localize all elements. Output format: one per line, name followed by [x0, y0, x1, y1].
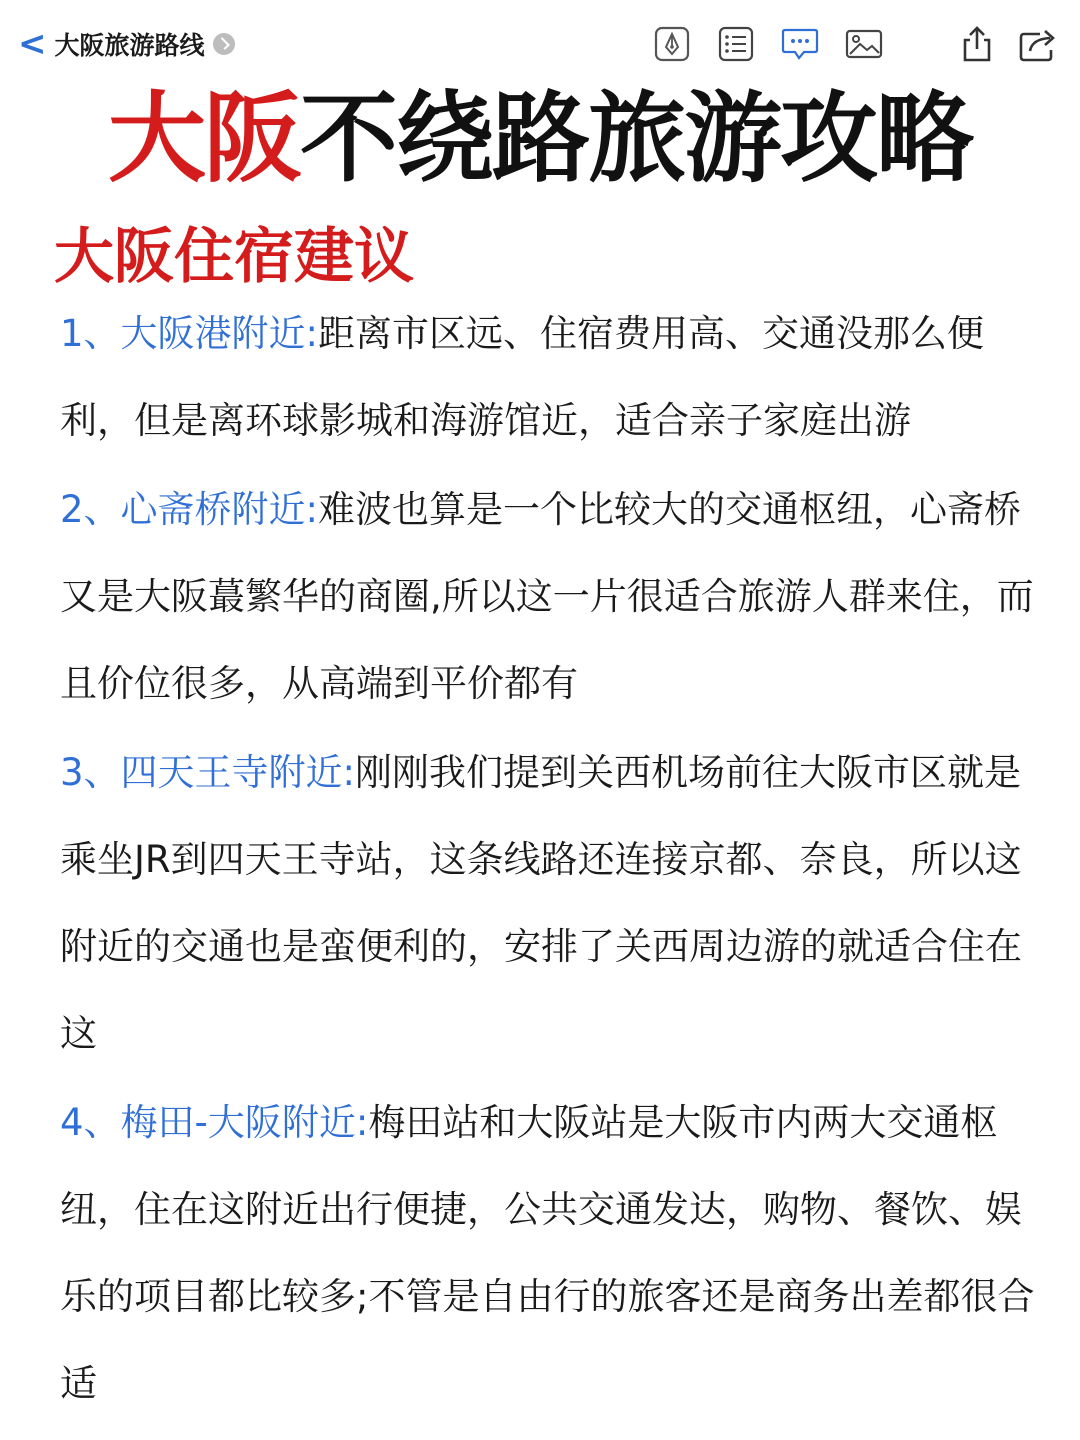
- title-highlight: 大阪: [107, 81, 300, 196]
- share-upload-icon[interactable]: [955, 22, 999, 66]
- image-icon[interactable]: [842, 22, 886, 66]
- paragraph-item-4: [60, 1079, 1040, 1427]
- back-chevron-icon: <: [18, 24, 47, 64]
- item-text: 难波也算是一个比较大的交通枢纽，心斋桥又是大阪蕞繁华的商圈,所以这一片很适合旅游人群来住，而且价位很多，从高端到平价都有: [60, 488, 1034, 705]
- item-text: 梅田站和大阪站是大阪市内两大交通枢纽，住在这附近出行便捷，公共交通发达，购物、餐饮、娱乐的项目都比较多;不管是自由行的旅客还是商务出差都很合适: [60, 1101, 1035, 1405]
- forward-icon[interactable]: [1016, 22, 1060, 66]
- section-title: 大阪住宿建议: [54, 222, 414, 292]
- paragraph-item-2: [60, 466, 1040, 727]
- paragraph-item-1: [60, 290, 1040, 464]
- item-text: 距离市区远、住宿费用高、交通没那么便利，但是离环球影城和海游馆近，适合亲子家庭出游: [60, 312, 985, 442]
- list-icon[interactable]: [714, 22, 758, 66]
- item-lead: 3、四天王寺附近:: [60, 751, 356, 794]
- article-title: [0, 81, 1080, 196]
- title-rest: 不绕路旅游攻略: [300, 81, 973, 196]
- paragraph-item-3: [60, 729, 1040, 1077]
- title-badge-icon[interactable]: [213, 33, 235, 55]
- item-lead: 4、梅田-大阪附近:: [60, 1101, 369, 1144]
- comment-icon[interactable]: [778, 22, 822, 66]
- top-toolbar: [0, 0, 1080, 88]
- item-text: 刚刚我们提到关西机场前往大阪市区就是乘坐JR到四天王寺站，这条线路还连接京都、奈良，所以这附近的交通也是蛮便利的，安排了关西周边游的就适合住在这: [60, 751, 1022, 1055]
- pen-icon[interactable]: [650, 22, 694, 66]
- back-button[interactable]: [18, 22, 235, 66]
- item-lead: 1、大阪港附近:: [60, 312, 319, 355]
- note-title: 大阪旅游路线: [54, 31, 205, 60]
- item-lead: 2、心斋桥附近:: [60, 488, 319, 531]
